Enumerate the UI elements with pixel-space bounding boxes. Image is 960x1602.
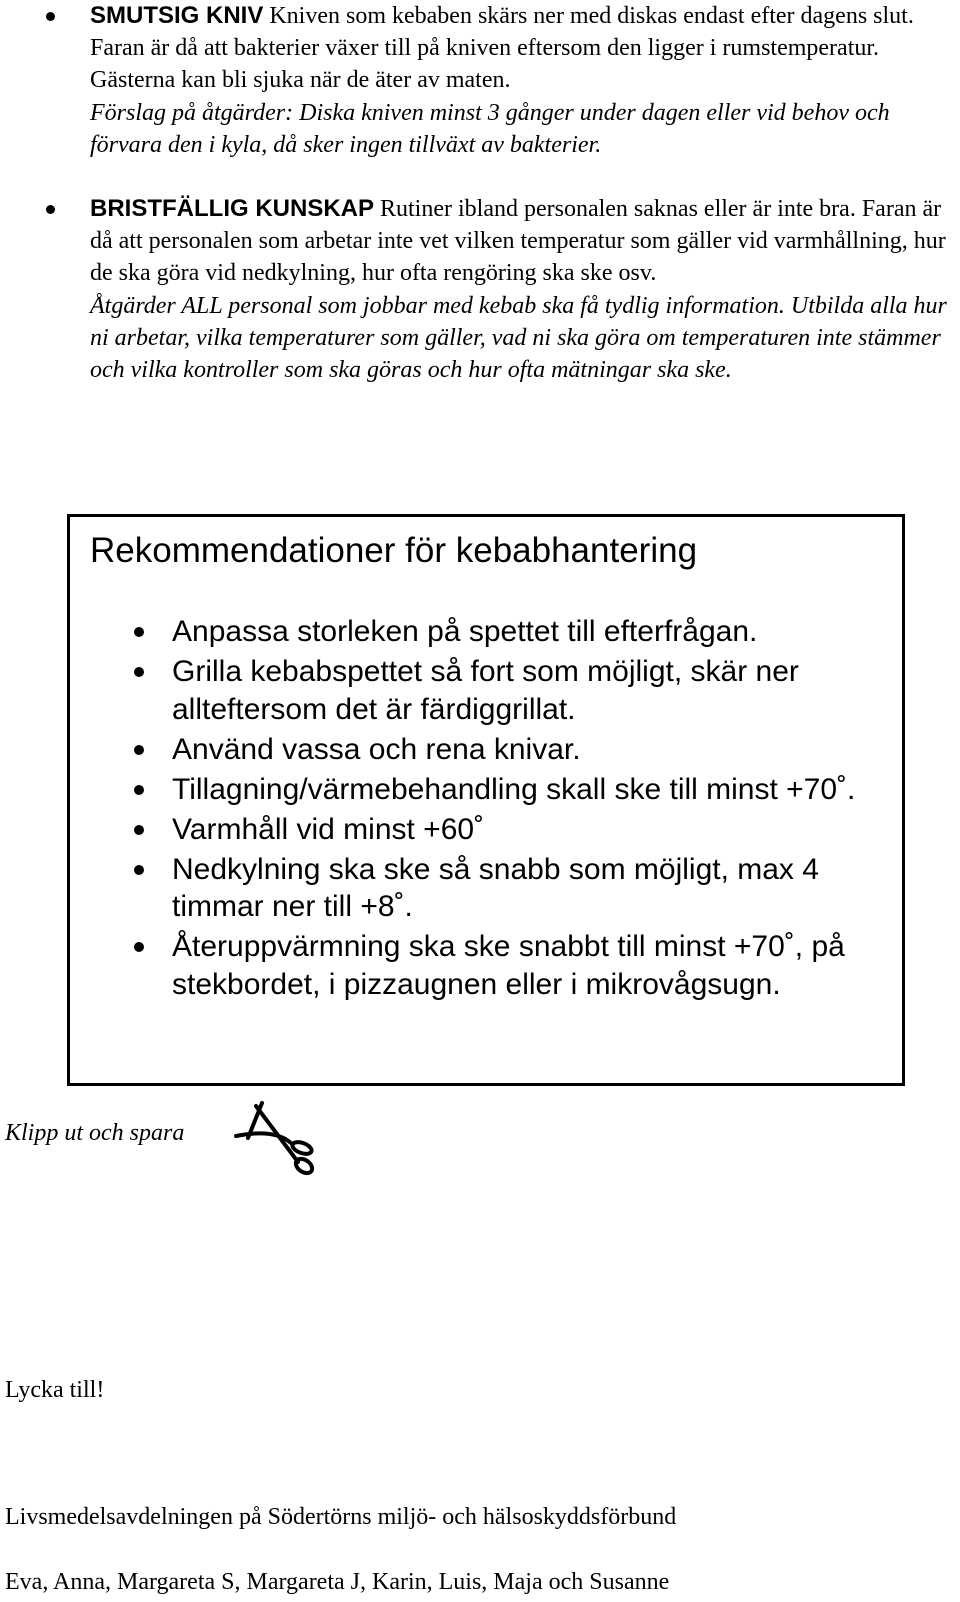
bullet-icon [46, 12, 55, 21]
recommendation-text: Nedkylning ska ske så snabb som möjligt, max 4 timmar ner till +8˚. [172, 852, 819, 923]
bullet-icon [134, 745, 144, 755]
hazard-measures: Åtgärder ALL personal som jobbar med kebab ska få tydlig information. Utbilda alla hur ni arbetar, vilka temperaturer som gäller, vad ni ska göra om temperaturen inte stämmer och vilka kontroller som ska göras och hur ofta mätningar ska ske. [90, 292, 947, 384]
bullet-icon [134, 865, 144, 875]
recommendation-item [70, 851, 900, 926]
recommendation-item [70, 771, 900, 809]
closing-text: Lycka till! [5, 1377, 105, 1403]
scissors-icon [232, 1100, 322, 1180]
hazard-description: Rutiner ibland personalen saknas eller är inte bra. Faran är då att personalen som arbetar inte vet vilken temperatur som gäller vid varmhållning, hur de ska göra vid nedkylning, hur ofta rengöring ska ske osv. [90, 196, 946, 287]
recommendations-title: Rekommendationer för kebabhantering [90, 531, 698, 570]
recommendation-item [70, 653, 900, 728]
recommendation-item [70, 811, 900, 849]
hazard-body [90, 193, 952, 386]
recommendation-item [70, 731, 900, 769]
hazard-heading: SMUTSIG KNIV [90, 2, 264, 29]
recommendations-box [67, 514, 905, 1086]
hazard-measures: Förslag på åtgärder: Diska kniven minst 3 gånger under dagen eller vid behov och förvara den i kyla, då sker ingen tillväxt av bakterier. [90, 99, 890, 158]
recommendations-list [70, 613, 900, 1006]
authors-list: Eva, Anna, Margareta S, Margareta J, Karin, Luis, Maja och Susanne [5, 1569, 670, 1595]
recommendation-text: Tillagning/värmebehandling skall ske till minst +70˚. [172, 772, 856, 806]
recommendation-text: Varmhåll vid minst +60˚ [172, 812, 485, 846]
hazard-body [90, 0, 952, 161]
recommendation-item [70, 613, 900, 651]
recommendation-text: Återuppvärmning ska ske snabbt till minst +70˚, på stekbordet, i pizzaugnen eller i mikrovågsugn. [172, 930, 845, 1001]
bullet-icon [134, 785, 144, 795]
cut-out-label: Klipp ut och spara [5, 1120, 185, 1146]
recommendation-text: Grilla kebabspettet så fort som möjligt, skär ner allteftersom det är färdiggrillat. [172, 655, 799, 726]
bullet-icon [46, 205, 55, 214]
hazard-heading: BRISTFÄLLIG KUNSKAP [90, 195, 374, 222]
organization-name: Livsmedelsavdelningen på Södertörns miljö- och hälsoskyddsförbund [5, 1504, 677, 1530]
recommendation-text: Anpassa storleken på spettet till efterfrågan. [172, 615, 758, 648]
bullet-icon [134, 627, 144, 637]
recommendation-item [70, 928, 900, 1003]
hazard-description: Kniven som kebaben skärs ner med diskas endast efter dagens slut. Faran är då att bakterier växer till på kniven eftersom den ligger i rumstemperatur. Gästerna kan bli sjuka när de äter av maten. [90, 3, 914, 94]
bullet-icon [134, 825, 144, 835]
recommendation-text: Använd vassa och rena knivar. [172, 732, 581, 766]
bullet-icon [134, 667, 144, 677]
bullet-icon [134, 942, 144, 952]
